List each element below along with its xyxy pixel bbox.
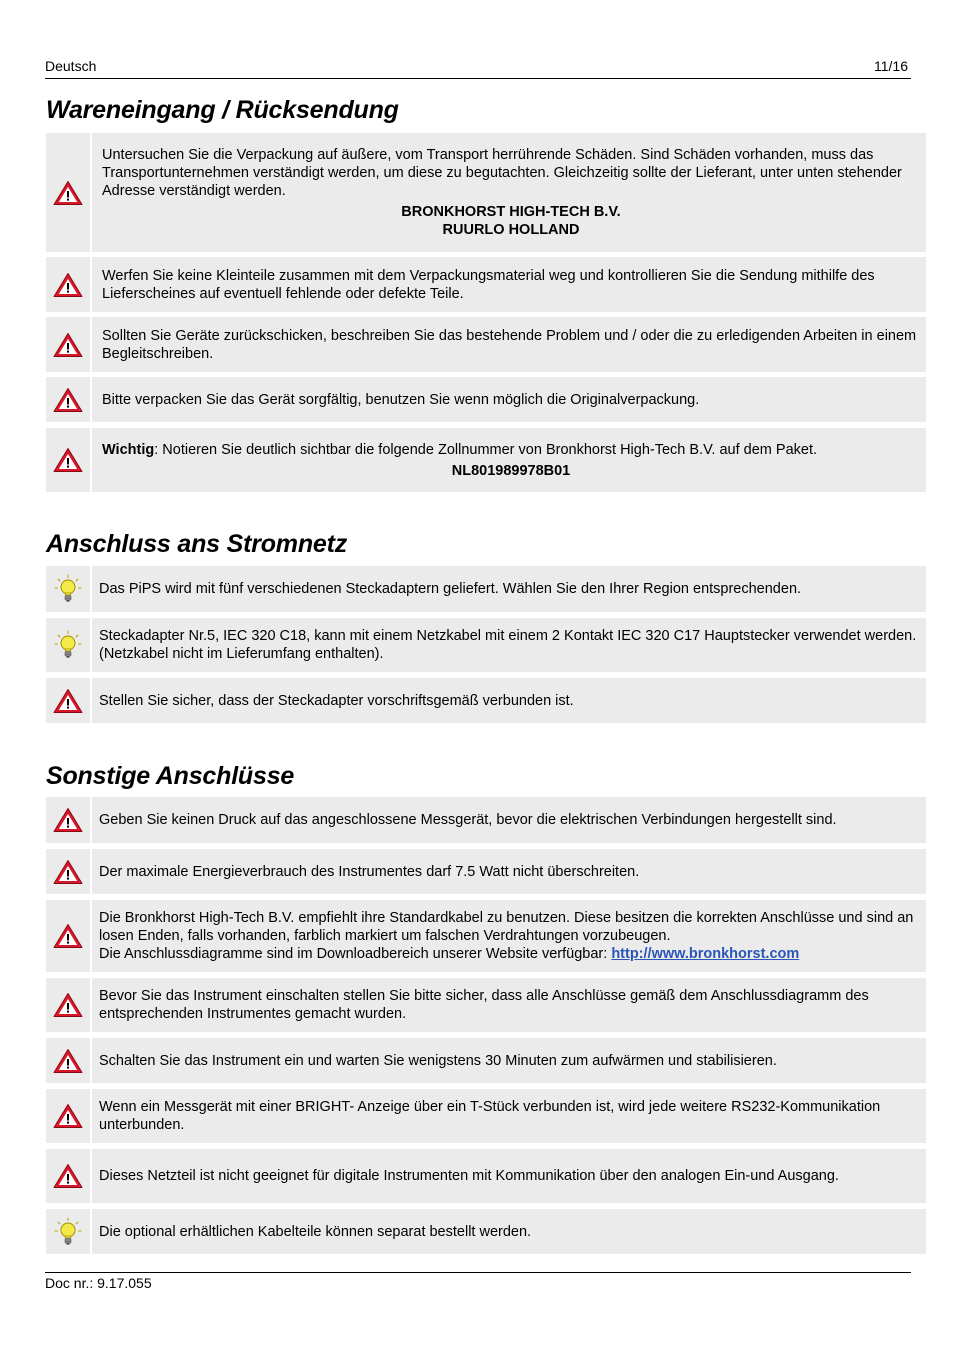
address-company: BRONKHORST HIGH-TECH B.V. bbox=[401, 204, 621, 220]
warning-icon bbox=[46, 317, 90, 372]
note-text: Schalten Sie das Instrument ein und warten Sie wenigstens 30 Minuten zum aufwärmen und stabilisieren. bbox=[99, 1052, 777, 1069]
website-link[interactable]: http://www.bronkhorst.com bbox=[611, 946, 800, 962]
note-text: Die optional erhältlichen Kabelteile können separat bestellt werden. bbox=[99, 1223, 532, 1240]
note-box bbox=[46, 678, 926, 723]
note-box bbox=[46, 428, 926, 492]
warning-icon bbox=[46, 849, 90, 894]
header-page-number: 11/16 bbox=[874, 58, 908, 74]
note-box bbox=[46, 1149, 926, 1203]
note-box bbox=[46, 377, 926, 422]
note-box bbox=[46, 1038, 926, 1083]
note-box bbox=[46, 849, 926, 894]
note-text: Steckadapter Nr.5, IEC 320 C18, kann mit einem Netzkabel mit einem 2 Kontakt IEC 320 C17 Hauptstecker verwendet werden. (Netzkabel nicht im Lieferumfang enthalten). bbox=[99, 628, 917, 662]
header-language: Deutsch bbox=[45, 58, 97, 74]
note-text: Der maximale Energieverbrauch des Instrumentes darf 7.5 Watt nicht überschreiten. bbox=[99, 863, 640, 880]
note-box bbox=[46, 317, 926, 372]
note-text: Bitte verpacken Sie das Gerät sorgfältig, benutzen Sie wenn möglich die Originalverpackung. bbox=[102, 391, 700, 408]
warning-icon bbox=[46, 133, 90, 252]
note-text: Geben Sie keinen Druck auf das angeschlossene Messgerät, bevor die elektrischen Verbindungen hergestellt sind. bbox=[99, 812, 837, 828]
note-text: Untersuchen Sie die Verpackung auf äußere, vom Transport herrührende Schäden. Sind Schäden vorhanden, muss das Transportunternehmen verständigt werden, um diese zu begutachten. Gleichzeitig sollte der Lieferant, unter unten stehender Adresse verständigt werden. bbox=[102, 147, 902, 199]
note-text bbox=[102, 441, 920, 459]
warning-icon bbox=[46, 1089, 90, 1143]
page-header bbox=[45, 58, 911, 79]
warning-icon bbox=[46, 257, 90, 312]
note-text-rest: : Notieren Sie deutlich sichtbar die folgende Zollnummer von Bronkhorst High-Tech B.V. auf dem Paket. bbox=[154, 441, 818, 458]
customs-number: NL801989978B01 bbox=[451, 462, 571, 479]
note-text: Das PiPS wird mit fünf verschiedenen Steckadaptern geliefert. Wählen Sie den Ihrer Region entsprechenden. bbox=[99, 581, 802, 597]
footer-doc-number: Doc nr.: 9.17.055 bbox=[45, 1275, 152, 1291]
download-text: Die Anschlussdiagramme sind im Downloadbereich unserer Website verfügbar: bbox=[99, 946, 612, 962]
note-text: Werfen Sie keine Kleinteile zusammen mit dem Verpackungsmaterial weg und kontrollieren Sie die Sendung mithilfe des Lieferscheines auf eventuell fehlende oder defekte Teile. bbox=[102, 267, 875, 302]
section-title-power: Anschluss ans Stromnetz bbox=[46, 530, 348, 558]
note-text: Sollten Sie Geräte zurückschicken, beschreiben Sie das bestehende Problem und / oder die zu erledigenden Arbeiten in einem Begleitschreiben. bbox=[102, 327, 917, 362]
tip-box bbox=[46, 566, 926, 612]
note-text: Die Bronkhorst High-Tech B.V. empfiehlt ihre Standardkabel zu benutzen. Diese besitzen die korrekten Anschlüsse und sind an losen Enden, falls vorhanden, farblich markiert um falschen Verdrahtungen vorzubeugen. bbox=[99, 910, 914, 944]
section-title-receipt: Wareneingang / Rücksendung bbox=[46, 96, 399, 124]
section-title-other: Sonstige Anschlüsse bbox=[46, 762, 295, 790]
tip-box bbox=[46, 1209, 926, 1254]
note-box bbox=[46, 797, 926, 843]
note-box bbox=[46, 257, 926, 312]
note-text: Stellen Sie sicher, dass der Steckadapter vorschriftsgemäß verbunden ist. bbox=[99, 692, 574, 709]
page-footer bbox=[45, 1272, 911, 1291]
note-bold-label: Wichtig bbox=[102, 441, 155, 458]
note-text: Wenn ein Messgerät mit einer BRIGHT- Anzeige über ein T-Stück verbunden ist, wird jede weitere RS232-Kommunikation unterbunden. bbox=[99, 1099, 881, 1133]
warning-icon bbox=[46, 1149, 90, 1203]
warning-icon bbox=[46, 428, 90, 492]
note-box bbox=[46, 978, 926, 1032]
note-box bbox=[46, 1089, 926, 1143]
tip-box bbox=[46, 618, 926, 672]
note-text: Dieses Netzteil ist nicht geeignet für digitale Instrumenten mit Kommunikation über den analogen Ein-und Ausgang. bbox=[99, 1168, 839, 1184]
note-text: Bevor Sie das Instrument einschalten stellen Sie bitte sicher, dass alle Anschlüsse gemäß dem Anschlussdiagramm des entsprechenden Instrumentes gemacht wurden. bbox=[99, 988, 869, 1022]
lightbulb-icon bbox=[46, 618, 90, 672]
address-city: RUURLO HOLLAND bbox=[442, 222, 580, 238]
warning-icon bbox=[46, 900, 90, 972]
warning-icon bbox=[46, 678, 90, 723]
lightbulb-icon bbox=[46, 1209, 90, 1254]
lightbulb-icon bbox=[46, 566, 90, 612]
note-text-download bbox=[99, 945, 920, 963]
warning-icon bbox=[46, 797, 90, 843]
note-box bbox=[46, 900, 926, 972]
note-box bbox=[46, 133, 926, 252]
warning-icon bbox=[46, 978, 90, 1032]
warning-icon bbox=[46, 377, 90, 422]
warning-icon bbox=[46, 1038, 90, 1083]
